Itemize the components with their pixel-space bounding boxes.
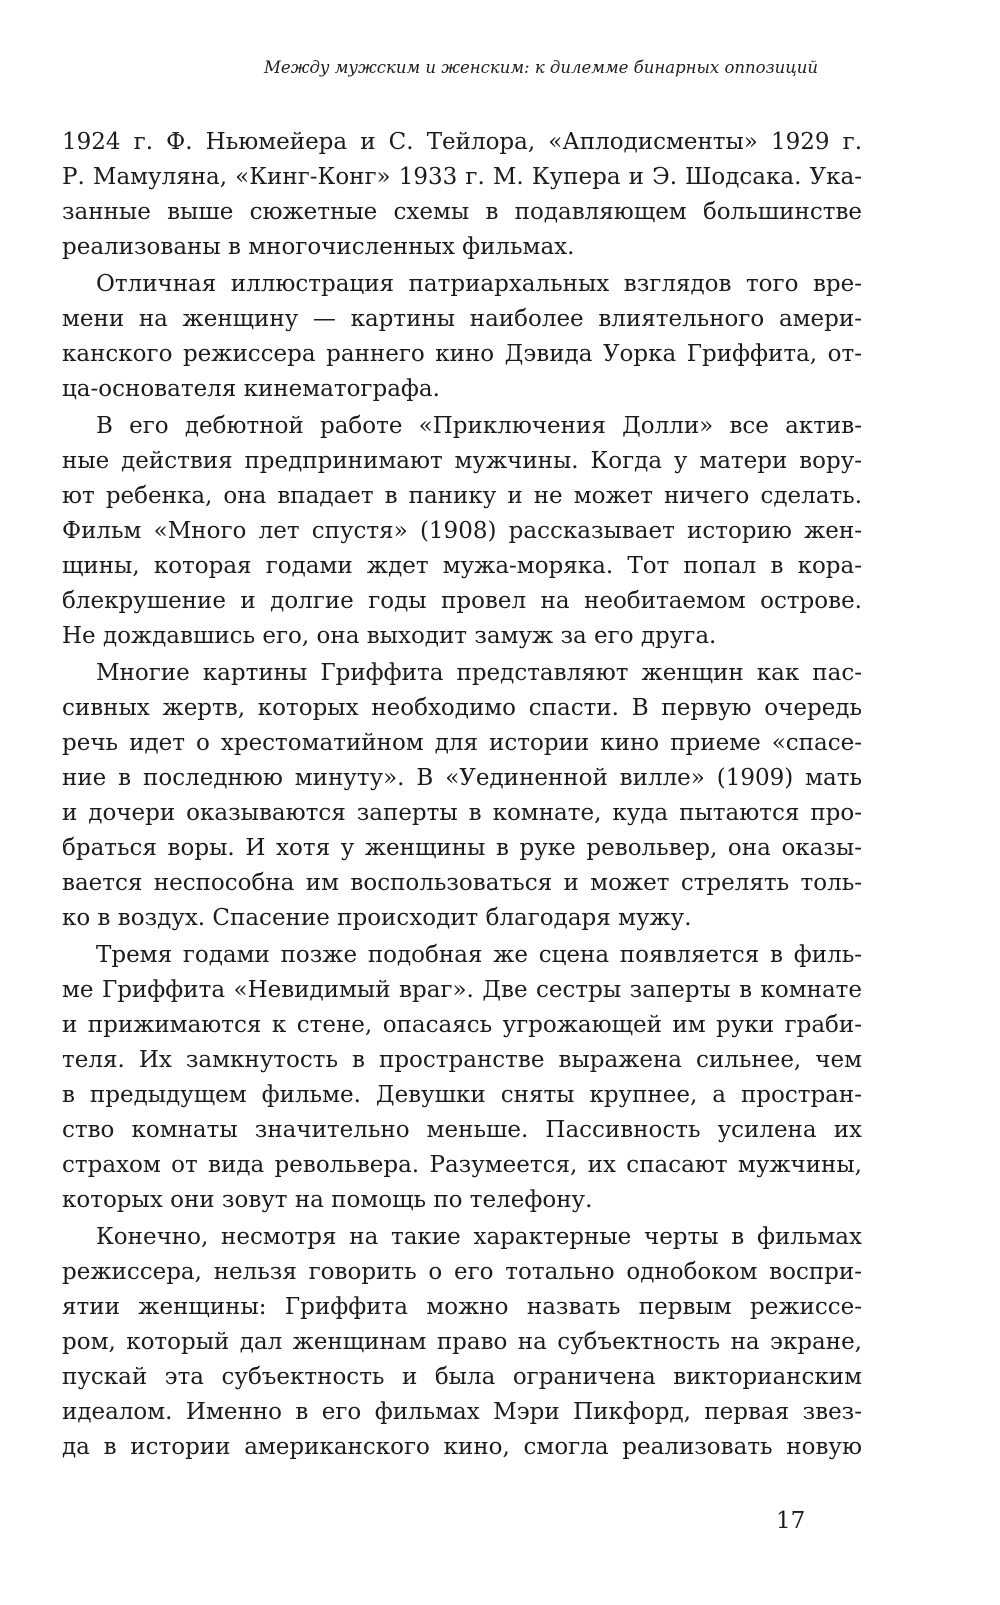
- text-line: Тремя годами позже подобная же сцена появляется в филь-: [96, 942, 862, 968]
- text-line: ные действия предпринимают мужчины. Когда у матери вору-: [62, 448, 862, 474]
- text-line: пускай эта субъектность и была ограничена викторианским: [62, 1364, 862, 1390]
- text-line: щины, которая годами ждет мужа-моряка. Тот попал в кора-: [62, 553, 862, 579]
- text-line: ром, который дал женщинам право на субъектность на экране,: [62, 1329, 862, 1355]
- text-line: ко в воздух. Спасение происходит благодаря мужу.: [62, 905, 692, 931]
- text-line: страхом от вида револьвера. Разумеется, их спасают мужчины,: [62, 1152, 862, 1178]
- body-text: [62, 125, 862, 1467]
- text-line: ятии женщины: Гриффита можно назвать первым режиссе-: [62, 1294, 862, 1320]
- text-line: Конечно, несмотря на такие характерные черты в фильмах: [96, 1224, 862, 1250]
- paragraph-5: [62, 938, 862, 1218]
- paragraph-2: [62, 267, 862, 407]
- text-line: ние в последнюю минуту». В «Уединенной вилле» (1909) мать: [62, 765, 862, 791]
- text-line: реализованы в многочисленных фильмах.: [62, 234, 575, 260]
- text-line: браться воры. И хотя у женщины в руке револьвер, она оказы-: [62, 835, 862, 861]
- text-line: канского режиссера раннего кино Дэвида Уорка Гриффита, от-: [62, 341, 862, 367]
- text-line: Фильм «Много лет спустя» (1908) рассказывает историю жен-: [62, 518, 862, 544]
- text-line: режиссера, нельзя говорить о его тотально однобоком воспри-: [62, 1259, 862, 1285]
- text-line: Отличная иллюстрация патриархальных взглядов того вре-: [96, 271, 862, 297]
- text-line: и дочери оказываются заперты в комнате, куда пытаются про-: [62, 800, 862, 826]
- text-line: идеалом. Именно в его фильмах Мэри Пикфорд, первая звез-: [62, 1399, 862, 1425]
- text-line: вается неспособна им воспользоваться и может стрелять толь-: [62, 870, 862, 896]
- text-line: в предыдущем фильме. Девушки сняты крупнее, а простран-: [62, 1082, 862, 1108]
- running-head: Между мужским и женским: к дилемме бинарных оппозиций: [264, 58, 818, 77]
- text-line: и прижимаются к стене, опасаясь угрожающей им руки граби-: [62, 1012, 862, 1038]
- text-line: Р. Мамуляна, «Кинг-Конг» 1933 г. М. Купера и Э. Шодсака. Ука-: [62, 164, 862, 190]
- text-line: речь идет о хрестоматийном для истории кино приеме «спасе-: [62, 730, 862, 756]
- text-line: 1924 г. Ф. Ньюмейера и С. Тейлора, «Аплодисменты» 1929 г.: [62, 129, 862, 155]
- text-line: блекрушение и долгие годы провел на необитаемом острове.: [62, 588, 862, 614]
- text-line: ют ребенка, она впадает в панику и не может ничего сделать.: [62, 483, 862, 509]
- text-line: ство комнаты значительно меньше. Пассивность усилена их: [62, 1117, 862, 1143]
- text-line: В его дебютной работе «Приключения Долли» все актив-: [96, 413, 862, 439]
- text-line: сивных жертв, которых необходимо спасти. В первую очередь: [62, 695, 862, 721]
- page-number: 17: [776, 1508, 806, 1534]
- paragraph-3: [62, 409, 862, 654]
- text-line: Многие картины Гриффита представляют женщин как пас-: [96, 660, 862, 686]
- text-line: Не дождавшись его, она выходит замуж за его друга.: [62, 623, 717, 649]
- text-line: которых они зовут на помощь по телефону.: [62, 1187, 593, 1213]
- text-line: ца-основателя кинематографа.: [62, 376, 440, 402]
- paragraph-1: [62, 125, 862, 265]
- text-line: занные выше сюжетные схемы в подавляющем большинстве: [62, 199, 862, 225]
- text-line: теля. Их замкнутость в пространстве выражена сильнее, чем: [62, 1047, 862, 1073]
- paragraph-6: [62, 1220, 862, 1465]
- text-line: мени на женщину — картины наиболее влиятельного амери-: [62, 306, 862, 332]
- text-line: да в истории американского кино, смогла реализовать новую: [62, 1434, 862, 1460]
- paragraph-4: [62, 656, 862, 936]
- text-line: ме Гриффита «Невидимый враг». Две сестры заперты в комнате: [62, 977, 862, 1003]
